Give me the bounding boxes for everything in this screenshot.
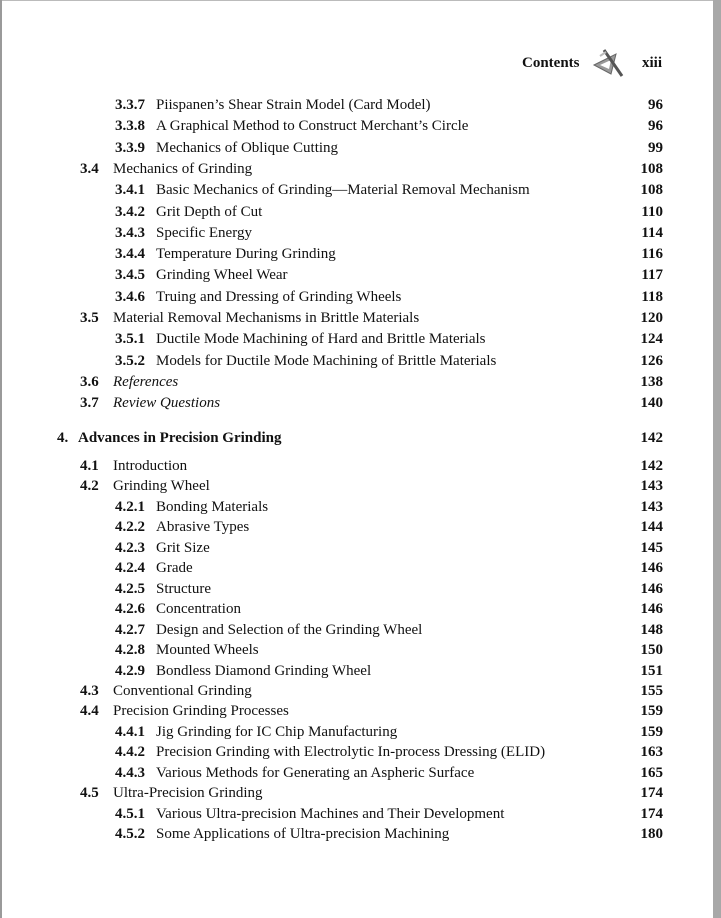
entry-number: 4.4.3 bbox=[115, 764, 145, 781]
entry-page: 163 bbox=[640, 744, 663, 761]
toc-subsection bbox=[0, 329, 721, 349]
entry-page: 142 bbox=[640, 458, 663, 474]
entry-title: Mechanics of Grinding bbox=[113, 160, 253, 177]
entry-page: 96 bbox=[648, 118, 663, 135]
toc-subsection bbox=[0, 824, 721, 844]
entry-number: 3.6 bbox=[80, 373, 99, 390]
toc-subsection bbox=[0, 497, 721, 517]
entry-number: 4.5.2 bbox=[115, 826, 145, 843]
entry-number: 3.4.5 bbox=[115, 267, 145, 284]
entry-title: Precision Grinding with Electrolytic In-process Dressing (ELID) bbox=[156, 744, 546, 761]
entry-page: 159 bbox=[640, 723, 663, 740]
toc-subsection bbox=[0, 223, 721, 243]
toc-subsection bbox=[0, 599, 721, 619]
header-section-title: Contents bbox=[522, 55, 580, 71]
entry-title: A Graphical Method to Construct Merchant’s Circle bbox=[156, 118, 469, 135]
page-border-top bbox=[0, 0, 721, 1]
toc-subsection bbox=[0, 287, 721, 307]
entry-page: 180 bbox=[640, 826, 663, 843]
entry-page: 143 bbox=[640, 478, 663, 495]
entry-title: Introduction bbox=[113, 458, 188, 474]
entry-title: Grit Size bbox=[156, 539, 210, 556]
entry-title: References bbox=[113, 373, 179, 390]
toc-subsection bbox=[0, 244, 721, 264]
entry-number: 3.3.8 bbox=[115, 118, 145, 135]
entry-number: 4.5.1 bbox=[115, 805, 145, 822]
entry-page: 145 bbox=[640, 539, 663, 556]
entry-number: 3.4.4 bbox=[115, 246, 145, 263]
entry-number: 3.5 bbox=[80, 310, 99, 326]
entry-title: Concentration bbox=[156, 601, 241, 618]
toc-subsection bbox=[0, 722, 721, 742]
entry-number: 4.2.3 bbox=[115, 539, 145, 556]
entry-number: 4.3 bbox=[80, 682, 99, 699]
toc-subsection bbox=[0, 661, 721, 681]
toc-subsection bbox=[0, 640, 721, 660]
toc-subsection bbox=[0, 804, 721, 824]
toc-subsection bbox=[0, 180, 721, 200]
entry-number: 3.4.6 bbox=[115, 288, 145, 305]
entry-page: 140 bbox=[640, 395, 663, 412]
entry-number: 4.2.1 bbox=[115, 498, 145, 515]
entry-title: Basic Mechanics of Grinding—Material Removal Mechanism bbox=[156, 182, 530, 199]
entry-number: 3.5.1 bbox=[115, 331, 145, 348]
toc-section bbox=[0, 681, 721, 701]
entry-page: 114 bbox=[641, 224, 663, 241]
entry-title: Precision Grinding Processes bbox=[113, 703, 289, 720]
toc-subsection bbox=[0, 558, 721, 578]
entry-title: Mounted Wheels bbox=[156, 642, 259, 659]
entry-number: 4.2 bbox=[80, 478, 99, 495]
entry-page: 143 bbox=[640, 498, 663, 515]
entry-title: Bonding Materials bbox=[156, 498, 269, 515]
entry-title: Jig Grinding for IC Chip Manufacturing bbox=[156, 723, 398, 740]
entry-title: Temperature During Grinding bbox=[156, 246, 336, 263]
entry-page: 151 bbox=[640, 662, 663, 679]
entry-title: Grinding Wheel Wear bbox=[156, 267, 288, 284]
entry-number: 4.2.2 bbox=[115, 519, 145, 536]
entry-title: Mechanics of Oblique Cutting bbox=[156, 139, 339, 156]
entry-number: 4.2.4 bbox=[115, 560, 145, 577]
entry-page: 174 bbox=[640, 805, 663, 822]
entry-number: 4.2.5 bbox=[115, 580, 145, 597]
entry-title: Grade bbox=[156, 560, 193, 577]
entry-number: 4.4 bbox=[80, 703, 99, 720]
entry-page: 96 bbox=[648, 97, 663, 113]
toc-subsection bbox=[0, 202, 721, 222]
entry-page: 159 bbox=[640, 703, 663, 720]
toc-section bbox=[0, 372, 721, 392]
entry-page: 116 bbox=[641, 246, 663, 263]
entry-title: Structure bbox=[156, 580, 211, 597]
entry-page: 138 bbox=[640, 373, 663, 390]
toc-subsection bbox=[0, 517, 721, 537]
toc-section bbox=[0, 159, 721, 179]
toc-section bbox=[0, 701, 721, 721]
entry-number: 4.2.7 bbox=[115, 621, 145, 638]
entry-number: 4.4.2 bbox=[115, 744, 145, 761]
drafting-tools-icon bbox=[592, 48, 626, 78]
entry-title: Some Applications of Ultra-precision Machining bbox=[156, 826, 450, 843]
entry-title: Models for Ductile Mode Machining of Brittle Materials bbox=[156, 352, 497, 369]
entry-number: 3.3.9 bbox=[115, 139, 145, 156]
entry-number: 3.4.2 bbox=[115, 203, 145, 220]
entry-title: Conventional Grinding bbox=[113, 682, 252, 699]
entry-page: 110 bbox=[641, 203, 663, 220]
entry-page: 108 bbox=[640, 182, 663, 199]
running-header bbox=[480, 52, 666, 76]
entry-page: 120 bbox=[640, 310, 663, 326]
entry-page: 108 bbox=[640, 160, 663, 177]
toc-subsection bbox=[0, 538, 721, 558]
entry-number: 4.5 bbox=[80, 785, 99, 802]
entry-title: Ultra-Precision Grinding bbox=[113, 785, 263, 802]
toc-section bbox=[0, 456, 721, 476]
entry-title: Truing and Dressing of Grinding Wheels bbox=[156, 288, 402, 305]
entry-number: 3.7 bbox=[80, 395, 99, 412]
entry-page: 99 bbox=[648, 139, 663, 156]
entry-title: Grit Depth of Cut bbox=[156, 203, 263, 220]
entry-title: Bondless Diamond Grinding Wheel bbox=[156, 662, 372, 679]
entry-number: 3.3.7 bbox=[115, 97, 145, 113]
entry-title: Abrasive Types bbox=[156, 519, 250, 536]
entry-title: Various Methods for Generating an Aspheric Surface bbox=[156, 764, 475, 781]
toc-subsection bbox=[0, 742, 721, 762]
toc-chapter bbox=[0, 428, 721, 448]
entry-page: 146 bbox=[640, 560, 663, 577]
entry-page: 126 bbox=[640, 352, 663, 369]
entry-number: 3.4.1 bbox=[115, 182, 145, 199]
entry-number: 4.1 bbox=[80, 458, 99, 474]
toc-subsection bbox=[0, 138, 721, 158]
toc-subsection bbox=[0, 95, 721, 115]
entry-page: 155 bbox=[640, 682, 663, 699]
entry-title: Material Removal Mechanisms in Brittle Materials bbox=[113, 310, 420, 326]
entry-title: Various Ultra-precision Machines and Their Development bbox=[156, 805, 505, 822]
entry-number: 3.5.2 bbox=[115, 352, 145, 369]
toc-section bbox=[0, 393, 721, 413]
entry-number: 3.4 bbox=[80, 160, 99, 177]
entry-number: 4. bbox=[57, 430, 69, 446]
entry-title: Design and Selection of the Grinding Wheel bbox=[156, 621, 423, 638]
toc-subsection bbox=[0, 351, 721, 371]
toc-subsection bbox=[0, 620, 721, 640]
entry-title: Grinding Wheel bbox=[113, 478, 210, 495]
toc-subsection bbox=[0, 579, 721, 599]
toc-subsection bbox=[0, 763, 721, 783]
toc-subsection bbox=[0, 116, 721, 136]
entry-page: 165 bbox=[640, 764, 663, 781]
entry-page: 124 bbox=[640, 331, 663, 348]
toc-section bbox=[0, 308, 721, 328]
toc-section bbox=[0, 476, 721, 496]
entry-page: 146 bbox=[640, 580, 663, 597]
entry-number: 4.2.9 bbox=[115, 662, 145, 679]
entry-page: 146 bbox=[640, 601, 663, 618]
toc-section bbox=[0, 783, 721, 803]
header-page-number: xiii bbox=[642, 55, 663, 71]
entry-title: Ductile Mode Machining of Hard and Brittle Materials bbox=[156, 331, 486, 348]
entry-page: 118 bbox=[641, 288, 663, 305]
entry-page: 142 bbox=[640, 430, 663, 446]
entry-page: 144 bbox=[640, 519, 663, 536]
entry-title: Review Questions bbox=[113, 395, 221, 412]
entry-number: 3.4.3 bbox=[115, 224, 145, 241]
entry-page: 148 bbox=[640, 621, 663, 638]
entry-page: 174 bbox=[640, 785, 663, 802]
entry-number: 4.2.6 bbox=[115, 601, 145, 618]
entry-number: 4.2.8 bbox=[115, 642, 145, 659]
entry-title: Advances in Precision Grinding bbox=[78, 430, 282, 446]
entry-title: Specific Energy bbox=[156, 224, 252, 241]
entry-page: 117 bbox=[641, 267, 663, 284]
entry-title: Piispanen’s Shear Strain Model (Card Model) bbox=[156, 97, 431, 113]
entry-number: 4.4.1 bbox=[115, 723, 145, 740]
entry-page: 150 bbox=[640, 642, 663, 659]
toc-subsection bbox=[0, 265, 721, 285]
